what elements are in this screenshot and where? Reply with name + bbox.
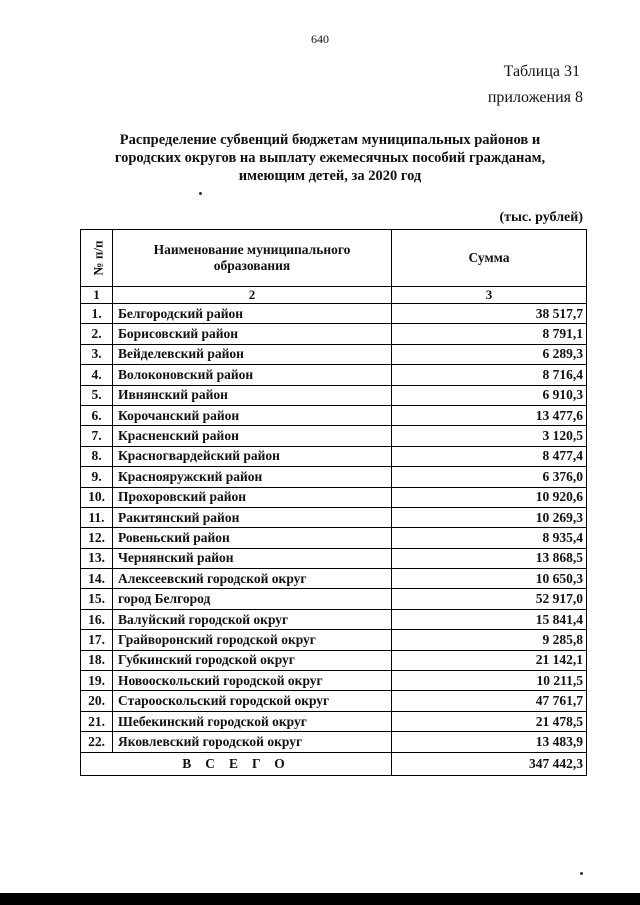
table-row — [81, 324, 587, 344]
row-name: Ракитянский район — [113, 507, 392, 527]
row-sum: 21 478,5 — [392, 711, 587, 731]
row-name: Алексеевский городской округ — [113, 569, 392, 589]
appendix-label: приложения 8 — [487, 89, 583, 106]
table-row — [81, 446, 587, 466]
row-sum: 13 477,6 — [392, 405, 587, 425]
table-row — [81, 426, 587, 446]
row-number: 2. — [81, 324, 113, 344]
scan-speck — [199, 192, 202, 195]
row-sum: 6 376,0 — [392, 467, 587, 487]
column-index: 2 — [113, 287, 392, 304]
total-label: ВСЕГО — [81, 752, 392, 775]
table-row — [81, 569, 587, 589]
row-number: 10. — [81, 487, 113, 507]
row-name: Борисовский район — [113, 324, 392, 344]
row-number: 3. — [81, 344, 113, 364]
row-number: 6. — [81, 405, 113, 425]
row-name: Старооскольский городской округ — [113, 691, 392, 711]
row-name: Вейделевский район — [113, 344, 392, 364]
table-row — [81, 650, 587, 670]
row-number: 12. — [81, 528, 113, 548]
row-name: Корочанский район — [113, 405, 392, 425]
table-row — [81, 671, 587, 691]
row-number: 14. — [81, 569, 113, 589]
row-number: 5. — [81, 385, 113, 405]
row-number: 16. — [81, 609, 113, 629]
row-sum: 21 142,1 — [392, 650, 587, 670]
row-name: Валуйский городской округ — [113, 609, 392, 629]
units-label: (тыс. рублей) — [499, 210, 583, 225]
header-number-label: № п/п — [90, 240, 106, 276]
row-sum: 10 211,5 — [392, 671, 587, 691]
row-number: 17. — [81, 630, 113, 650]
row-name: Прохоровский район — [113, 487, 392, 507]
table-row — [81, 365, 587, 385]
row-name: Грайворонский городской округ — [113, 630, 392, 650]
total-row — [81, 752, 587, 775]
table-row — [81, 732, 587, 752]
table-row — [81, 385, 587, 405]
table-number: Таблица 31 — [503, 63, 580, 80]
row-sum: 8 791,1 — [392, 324, 587, 344]
row-name: Красненский район — [113, 426, 392, 446]
row-sum: 3 120,5 — [392, 426, 587, 446]
column-index-row — [81, 287, 587, 304]
row-sum: 8 716,4 — [392, 365, 587, 385]
row-sum: 9 285,8 — [392, 630, 587, 650]
row-number: 13. — [81, 548, 113, 568]
row-number: 19. — [81, 671, 113, 691]
header-name: Наименование муниципального образования — [113, 230, 392, 287]
table-row — [81, 711, 587, 731]
row-number: 9. — [81, 467, 113, 487]
column-index: 1 — [81, 287, 113, 304]
row-sum: 8 935,4 — [392, 528, 587, 548]
table-row — [81, 630, 587, 650]
row-number: 22. — [81, 732, 113, 752]
row-sum: 38 517,7 — [392, 304, 587, 324]
table-row — [81, 507, 587, 527]
row-sum: 52 917,0 — [392, 589, 587, 609]
row-number: 21. — [81, 711, 113, 731]
row-name: Ивнянский район — [113, 385, 392, 405]
table-row — [81, 344, 587, 364]
row-name: Краснояружский район — [113, 467, 392, 487]
row-sum: 13 483,9 — [392, 732, 587, 752]
header-sum: Сумма — [392, 230, 587, 287]
column-index: 3 — [392, 287, 587, 304]
subvention-table — [80, 229, 587, 776]
row-number: 1. — [81, 304, 113, 324]
header-number — [81, 230, 113, 287]
row-sum: 15 841,4 — [392, 609, 587, 629]
row-name: Ровеньский район — [113, 528, 392, 548]
table-row — [81, 589, 587, 609]
row-sum: 6 289,3 — [392, 344, 587, 364]
row-sum: 8 477,4 — [392, 446, 587, 466]
table-row — [81, 548, 587, 568]
row-sum: 47 761,7 — [392, 691, 587, 711]
row-sum: 10 269,3 — [392, 507, 587, 527]
row-sum: 10 650,3 — [392, 569, 587, 589]
page-number: 640 — [311, 32, 329, 46]
row-number: 8. — [81, 446, 113, 466]
table-row — [81, 405, 587, 425]
row-number: 18. — [81, 650, 113, 670]
table-row — [81, 691, 587, 711]
row-name: Новооскольский городской округ — [113, 671, 392, 691]
table-row — [81, 304, 587, 324]
scan-speck — [580, 872, 583, 875]
row-sum: 10 920,6 — [392, 487, 587, 507]
table-row — [81, 609, 587, 629]
table-row — [81, 528, 587, 548]
table-row — [81, 467, 587, 487]
row-number: 7. — [81, 426, 113, 446]
row-number: 4. — [81, 365, 113, 385]
row-name: Чернянский район — [113, 548, 392, 568]
row-name: Губкинский городской округ — [113, 650, 392, 670]
row-name: Шебекинский городской округ — [113, 711, 392, 731]
scan-edge-bar — [0, 893, 640, 905]
header-row — [81, 230, 587, 287]
row-number: 20. — [81, 691, 113, 711]
row-number: 15. — [81, 589, 113, 609]
row-sum: 13 868,5 — [392, 548, 587, 568]
table-row — [81, 487, 587, 507]
row-number: 11. — [81, 507, 113, 527]
row-name: Белгородский район — [113, 304, 392, 324]
total-sum: 347 442,3 — [392, 752, 587, 775]
row-name: город Белгород — [113, 589, 392, 609]
document-title: Распределение субвенций бюджетам муниципальных районов и городских округов на выплату ежемесячных пособий гражданам, имеющим детей, за 2020 год — [114, 132, 546, 184]
row-name: Яковлевский городской округ — [113, 732, 392, 752]
row-sum: 6 910,3 — [392, 385, 587, 405]
row-name: Волоконовский район — [113, 365, 392, 385]
row-name: Красногвардейский район — [113, 446, 392, 466]
